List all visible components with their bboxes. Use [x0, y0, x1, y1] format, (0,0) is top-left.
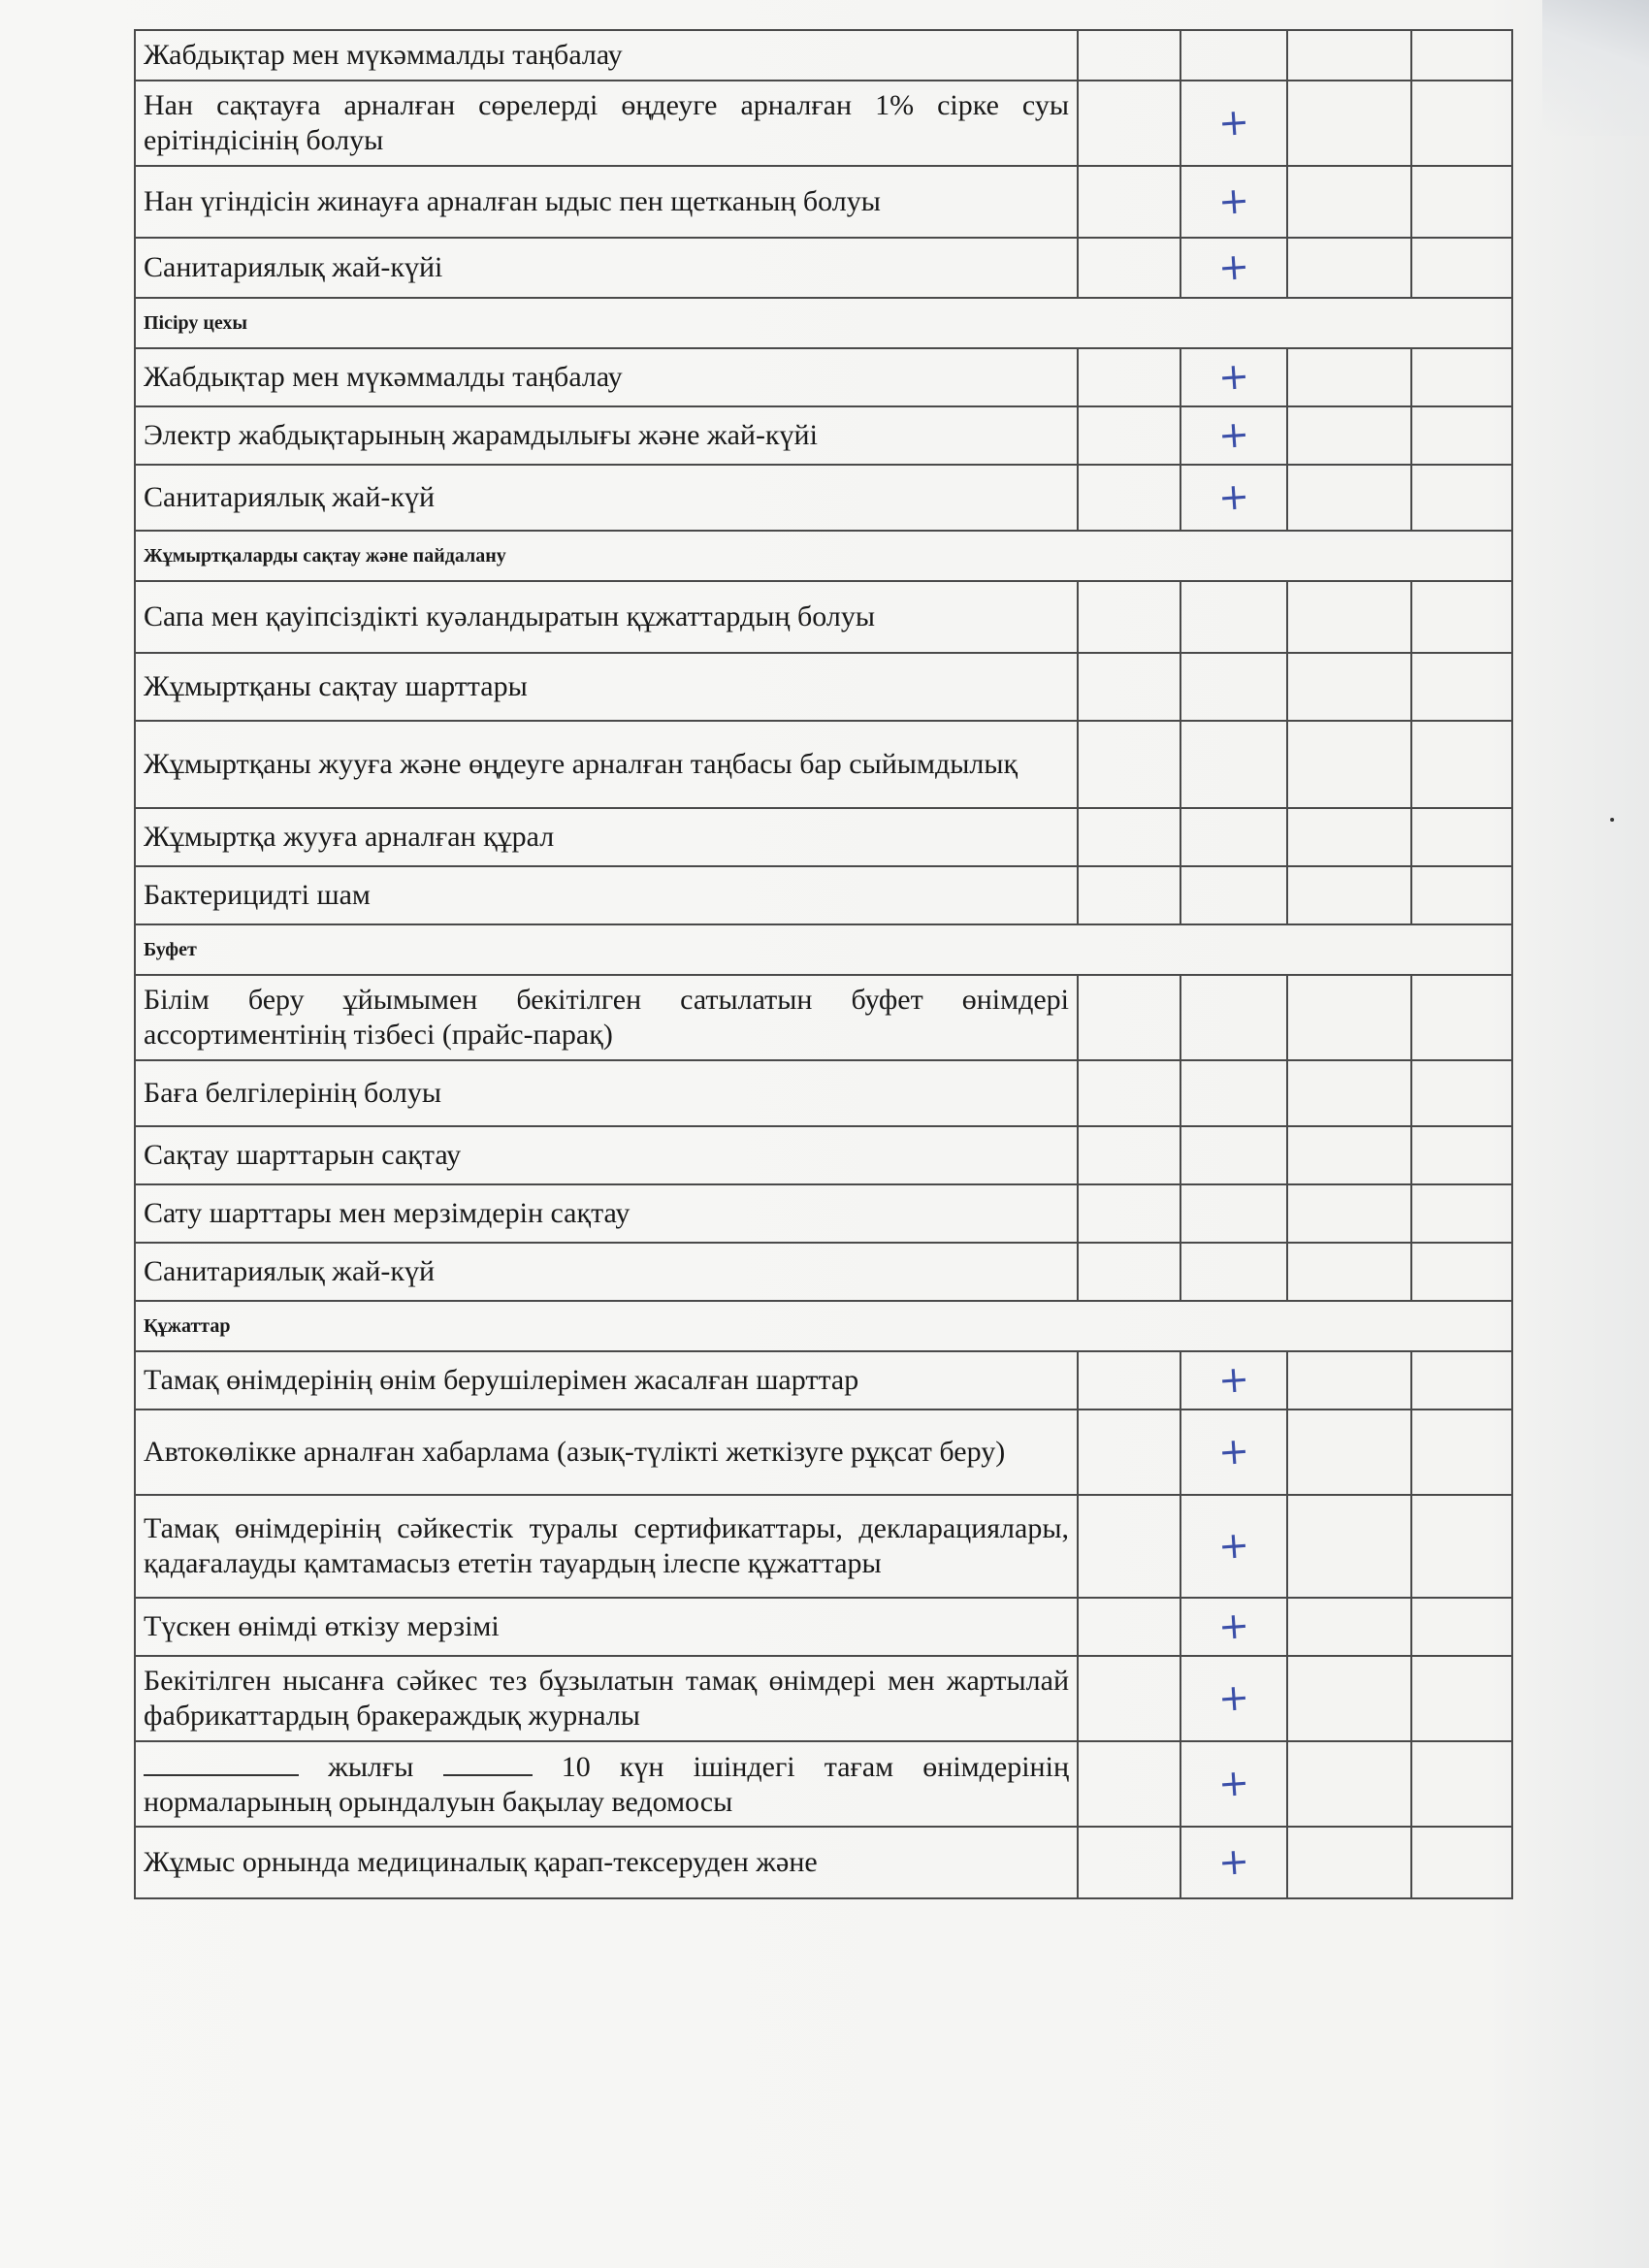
checklist-item-text: Жабдықтар мен мүкәммалды таңбалау [135, 30, 1078, 81]
check-cell-1 [1078, 975, 1180, 1060]
check-cell-1 [1078, 808, 1180, 866]
check-cell-4 [1411, 1243, 1512, 1301]
checklist-item-text: Жұмыртқаны жууға және өңдеуге арналған таңбасы бар сыйымдылық [135, 721, 1078, 808]
check-cell-3 [1287, 653, 1411, 721]
handwritten-plus-mark: + [1216, 353, 1251, 399]
check-cell-2 [1180, 81, 1287, 166]
checklist-item-text: Санитариялық жай-күй [135, 1243, 1078, 1301]
check-cell-3 [1287, 975, 1411, 1060]
check-cell-1 [1078, 465, 1180, 531]
checklist-row [135, 81, 1512, 166]
check-cell-1 [1078, 406, 1180, 465]
check-cell-4 [1411, 721, 1512, 808]
checklist-item-text: Нан сақтауға арналған сөрелерді өңдеуге арналған 1% сірке суы ерітіндісінің болуы [135, 81, 1078, 166]
check-cell-4 [1411, 581, 1512, 653]
check-cell-1 [1078, 1184, 1180, 1243]
checklist-item-text: Жұмыртқаны сақтау шарттары [135, 653, 1078, 721]
check-cell-3 [1287, 1243, 1411, 1301]
section-header-row [135, 531, 1512, 581]
check-cell-2 [1180, 808, 1287, 866]
checklist-body [135, 30, 1512, 1898]
section-title: Құжаттар [135, 1301, 1512, 1351]
check-cell-2 [1180, 348, 1287, 406]
checklist-row [135, 348, 1512, 406]
checklist-item-text: Автокөлікке арналған хабарлама (азық-түлікті жеткізуге рұқсат беру) [135, 1409, 1078, 1495]
check-cell-4 [1411, 1495, 1512, 1598]
handwritten-plus-mark: + [1216, 411, 1251, 457]
checklist-item-text: Тамақ өнімдерінің өнім берушілерімен жасалған шарттар [135, 1351, 1078, 1409]
checklist-item-text: Түскен өнімді өткізу мерзімі [135, 1598, 1078, 1656]
check-cell-1 [1078, 1351, 1180, 1409]
check-cell-2 [1180, 465, 1287, 531]
check-cell-2 [1180, 1184, 1287, 1243]
section-title: Жұмыртқаларды сақтау және пайдалану [135, 531, 1512, 581]
checklist-row [135, 808, 1512, 866]
checklist-row [135, 581, 1512, 653]
check-cell-4 [1411, 1351, 1512, 1409]
check-cell-3 [1287, 1741, 1411, 1827]
handwritten-plus-mark: + [1216, 99, 1251, 145]
check-cell-3 [1287, 1656, 1411, 1741]
check-cell-2 [1180, 1827, 1287, 1898]
check-cell-1 [1078, 1243, 1180, 1301]
check-cell-2 [1180, 1495, 1287, 1598]
section-header-row [135, 924, 1512, 975]
check-cell-3 [1287, 1351, 1411, 1409]
handwritten-plus-mark: + [1216, 1838, 1251, 1884]
checklist-item-text: Бактерицидті шам [135, 866, 1078, 924]
checklist-row [135, 1126, 1512, 1184]
checklist-item-text: Нан үгіндісін жинауға арналған ыдыс пен щетканың болуы [135, 166, 1078, 238]
check-cell-1 [1078, 1741, 1180, 1827]
check-cell-3 [1287, 1060, 1411, 1126]
check-cell-1 [1078, 653, 1180, 721]
check-cell-3 [1287, 866, 1411, 924]
check-cell-3 [1287, 406, 1411, 465]
checklist-item-text: Электр жабдықтарының жарамдылығы және жай-күйі [135, 406, 1078, 465]
check-cell-4 [1411, 1060, 1512, 1126]
checklist-item-text: Білім беру ұйымымен бекітілген сатылатын буфет өнімдері ассортиментінің тізбесі (прайс-парақ) [135, 975, 1078, 1060]
check-cell-2 [1180, 653, 1287, 721]
check-cell-1 [1078, 348, 1180, 406]
check-cell-1 [1078, 81, 1180, 166]
check-cell-2 [1180, 1409, 1287, 1495]
check-cell-3 [1287, 238, 1411, 298]
check-cell-2 [1180, 406, 1287, 465]
check-cell-4 [1411, 348, 1512, 406]
check-cell-4 [1411, 238, 1512, 298]
check-cell-4 [1411, 30, 1512, 81]
check-cell-4 [1411, 1126, 1512, 1184]
checklist-row [135, 1184, 1512, 1243]
check-cell-3 [1287, 30, 1411, 81]
handwritten-plus-mark: + [1216, 1522, 1251, 1568]
check-cell-3 [1287, 581, 1411, 653]
check-cell-3 [1287, 1827, 1411, 1898]
check-cell-1 [1078, 581, 1180, 653]
checklist-table-container [134, 29, 1511, 2144]
check-cell-4 [1411, 166, 1512, 238]
checklist-row [135, 1827, 1512, 1898]
section-header-row [135, 298, 1512, 348]
check-cell-1 [1078, 1827, 1180, 1898]
handwritten-plus-mark: + [1216, 178, 1251, 223]
checklist-row [135, 166, 1512, 238]
section-title: Пісіру цехы [135, 298, 1512, 348]
check-cell-3 [1287, 1598, 1411, 1656]
check-cell-2 [1180, 1126, 1287, 1184]
check-cell-3 [1287, 1184, 1411, 1243]
checklist-row [135, 406, 1512, 465]
check-cell-4 [1411, 1184, 1512, 1243]
check-cell-4 [1411, 406, 1512, 465]
check-cell-1 [1078, 1409, 1180, 1495]
check-cell-3 [1287, 721, 1411, 808]
checklist-row [135, 238, 1512, 298]
checklist-item-text [135, 1741, 1078, 1827]
check-cell-3 [1287, 465, 1411, 531]
check-cell-1 [1078, 1126, 1180, 1184]
check-cell-1 [1078, 1495, 1180, 1598]
check-cell-4 [1411, 81, 1512, 166]
checklist-item-text: Сақтау шарттарын сақтау [135, 1126, 1078, 1184]
check-cell-4 [1411, 866, 1512, 924]
stray-dot [1610, 818, 1614, 822]
checklist-row [135, 1656, 1512, 1741]
check-cell-4 [1411, 1598, 1512, 1656]
check-cell-4 [1411, 1409, 1512, 1495]
check-cell-2 [1180, 1243, 1287, 1301]
check-cell-2 [1180, 1060, 1287, 1126]
check-cell-2 [1180, 1656, 1287, 1741]
section-header-row [135, 1301, 1512, 1351]
check-cell-3 [1287, 1495, 1411, 1598]
year-word: жылғы [328, 1750, 414, 1783]
handwritten-plus-mark: + [1216, 473, 1251, 519]
check-cell-2 [1180, 30, 1287, 81]
check-cell-2 [1180, 1351, 1287, 1409]
check-cell-2 [1180, 166, 1287, 238]
check-cell-2 [1180, 581, 1287, 653]
check-cell-1 [1078, 866, 1180, 924]
check-cell-2 [1180, 238, 1287, 298]
checklist-item-text: Жұмыс орнында медициналық қарап-тексеруден және [135, 1827, 1078, 1898]
check-cell-4 [1411, 975, 1512, 1060]
check-cell-3 [1287, 808, 1411, 866]
check-cell-1 [1078, 721, 1180, 808]
check-cell-2 [1180, 1598, 1287, 1656]
checklist-table [134, 29, 1513, 1899]
check-cell-2 [1180, 721, 1287, 808]
period-blank [443, 1749, 533, 1776]
handwritten-plus-mark: + [1216, 1428, 1251, 1474]
checklist-row [135, 465, 1512, 531]
check-cell-2 [1180, 866, 1287, 924]
check-cell-3 [1287, 166, 1411, 238]
checklist-row [135, 1351, 1512, 1409]
check-cell-4 [1411, 1827, 1512, 1898]
handwritten-plus-mark: + [1216, 1760, 1251, 1805]
check-cell-4 [1411, 808, 1512, 866]
handwritten-plus-mark: + [1216, 1603, 1251, 1648]
check-cell-1 [1078, 166, 1180, 238]
checklist-item-text: Сату шарттары мен мерзімдерін сақтау [135, 1184, 1078, 1243]
check-cell-2 [1180, 1741, 1287, 1827]
check-cell-3 [1287, 1409, 1411, 1495]
checklist-item-text: Жұмыртқа жууға арналған құрал [135, 808, 1078, 866]
check-cell-3 [1287, 1126, 1411, 1184]
checklist-row [135, 975, 1512, 1060]
checklist-item-text: Санитариялық жай-күй [135, 465, 1078, 531]
check-cell-4 [1411, 465, 1512, 531]
checklist-item-text: Баға белгілерінің болуы [135, 1060, 1078, 1126]
check-cell-1 [1078, 1656, 1180, 1741]
check-cell-4 [1411, 1656, 1512, 1741]
page-fold-shadow [1542, 0, 1649, 136]
checklist-item-text: Санитариялық жай-күйі [135, 238, 1078, 298]
checklist-row [135, 1060, 1512, 1126]
check-cell-1 [1078, 1598, 1180, 1656]
check-cell-4 [1411, 653, 1512, 721]
year-blank [144, 1749, 299, 1776]
checklist-row [135, 653, 1512, 721]
checklist-row [135, 1409, 1512, 1495]
handwritten-plus-mark: + [1216, 243, 1251, 289]
check-cell-1 [1078, 30, 1180, 81]
checklist-row [135, 1741, 1512, 1827]
handwritten-plus-mark: + [1216, 1674, 1251, 1720]
check-cell-3 [1287, 348, 1411, 406]
check-cell-1 [1078, 1060, 1180, 1126]
check-cell-1 [1078, 238, 1180, 298]
checklist-item-text: Тамақ өнімдерінің сәйкестік туралы сертификаттары, декларациялары, қадағалауды қамтамасыз ететін тауардың ілеспе құжаттары [135, 1495, 1078, 1598]
check-cell-4 [1411, 1741, 1512, 1827]
check-cell-3 [1287, 81, 1411, 166]
checklist-row [135, 1598, 1512, 1656]
checklist-row [135, 30, 1512, 81]
check-cell-2 [1180, 975, 1287, 1060]
checklist-item-text: Жабдықтар мен мүкәммалды таңбалау [135, 348, 1078, 406]
checklist-row [135, 1495, 1512, 1598]
handwritten-plus-mark: + [1216, 1356, 1251, 1402]
ved-text: 10 күн ішіндегі тағам өнімдерінің нормаларының орындалуын бақылау ведомосы [144, 1750, 1069, 1818]
section-title: Буфет [135, 924, 1512, 975]
checklist-row [135, 721, 1512, 808]
checklist-item-text: Бекітілген нысанға сәйкес тез бұзылатын тамақ өнімдері мен жартылай фабрикаттардың бракераждық журналы [135, 1656, 1078, 1741]
checklist-row [135, 1243, 1512, 1301]
checklist-item-text: Сапа мен қауіпсіздікті куәландыратын құжаттардың болуы [135, 581, 1078, 653]
checklist-row [135, 866, 1512, 924]
